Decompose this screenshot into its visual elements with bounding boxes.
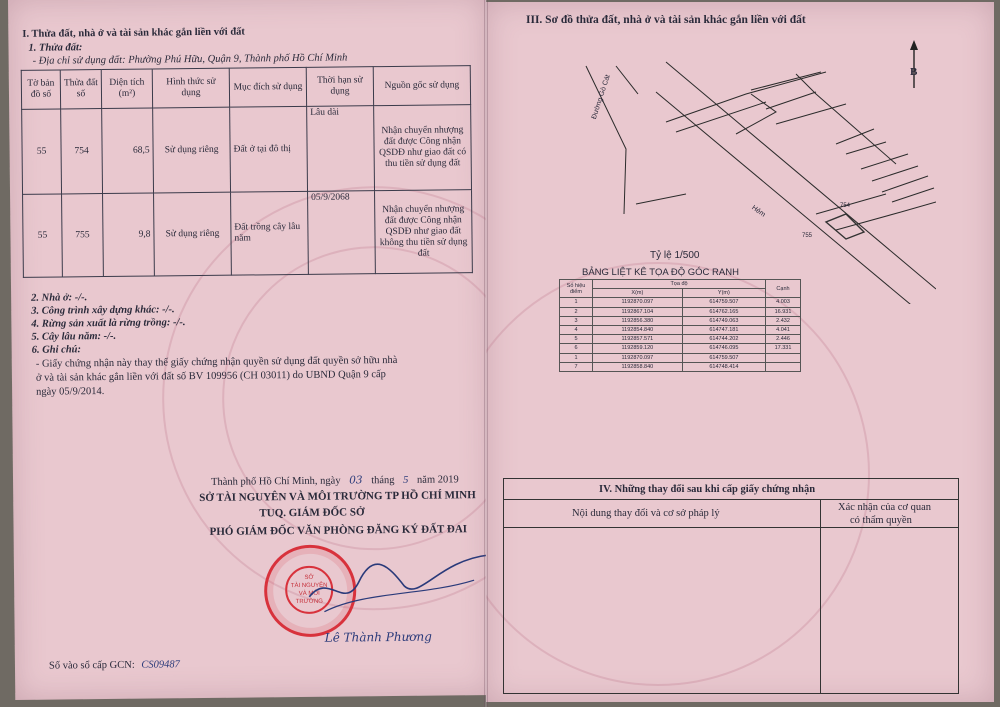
section-3-title: III. Sơ đồ thửa đất, nhà ở và tài sản khác gắn liền với đất — [526, 14, 806, 26]
signer-name: Lê Thành Phương — [324, 629, 432, 645]
note-line: ngày 05/9/2014. — [36, 386, 105, 398]
coord-cell: 1192870.097 — [593, 298, 683, 307]
date-day: 03 — [349, 474, 363, 487]
table-row — [560, 335, 801, 344]
coord-cell: 614759.507 — [682, 298, 765, 307]
item-other-construction: 3. Công trình xây dựng khác: -/-. — [31, 304, 175, 317]
changes-confirm-header: Xác nhận của cơ quan — [838, 502, 932, 513]
table-cell: 9,8 — [103, 193, 155, 277]
table-cell: Nhận chuyển nhượng đất được Công nhận QSDĐ như giao đất có thu tiền sử dụng đất — [374, 105, 472, 191]
table-row — [22, 105, 472, 195]
header-cell: Thời hạn sử dụng — [306, 67, 373, 107]
coord-cell: 614759.507 — [682, 353, 765, 362]
map-scale: Tỷ lệ 1/500 — [650, 250, 700, 261]
coord-cell: 16.931 — [766, 307, 801, 316]
coord-cell: 17.331 — [766, 344, 801, 353]
date-month: 5 — [403, 474, 409, 486]
coord-cell: 6 — [560, 344, 593, 353]
coord-cell: 5 — [560, 335, 593, 344]
table-cell: Lâu dài — [307, 106, 375, 192]
road-label-go-cat: Đường Gò Cát — [590, 73, 612, 121]
item-land-plot: 1. Thửa đất: — [28, 42, 83, 54]
coord-cell: 1192867.104 — [593, 307, 683, 316]
coord-cell: 2.432 — [766, 316, 801, 325]
section-4-title: IV. Những thay đổi sau khi cấp giấy chứng nhận — [599, 484, 816, 495]
coord-cell: 1192854.840 — [593, 325, 683, 334]
land-table — [21, 65, 473, 278]
issue-date — [211, 473, 459, 489]
coord-cell: 4 — [560, 325, 593, 334]
table-cell: 755 — [62, 194, 104, 277]
north-label: B — [910, 66, 918, 78]
authority-position: PHÓ GIÁM ĐỐC VĂN PHÒNG ĐĂNG KÝ ĐẤT ĐAI — [209, 523, 468, 538]
left-page — [8, 0, 493, 700]
coord-header: X(m) — [593, 289, 683, 298]
coord-cell: 614744.202 — [682, 335, 765, 344]
land-address: - Địa chỉ sử dụng đất: Phường Phú Hữu, Quận 9, Thành phố Hồ Chí Minh — [32, 52, 348, 67]
item-house: 2. Nhà ở: -/-. — [31, 292, 88, 304]
coord-cell: 614749.063 — [682, 316, 765, 325]
registry-value: CS09487 — [141, 659, 180, 671]
coord-header: Cạnh — [766, 280, 801, 298]
table-cell: 55 — [22, 109, 62, 194]
changes-title-row — [504, 479, 958, 500]
date-prefix: Thành phố Hồ Chí Minh, ngày — [211, 475, 341, 488]
year-label: năm 2019 — [416, 474, 459, 486]
coord-cell — [766, 362, 801, 371]
coord-cell: 1192857.571 — [593, 335, 683, 344]
note-line: - Giấy chứng nhận này thay thế giấy chứng nhận quyền sử dụng đất quyền sở hữu nhà — [35, 354, 398, 370]
header-cell: Hình thức sử dụng — [152, 68, 229, 108]
table-row — [560, 344, 801, 353]
table-cell: Sử dụng riêng — [154, 192, 232, 276]
seal-text: VÀ MÔI TRƯỜNG — [295, 590, 323, 606]
table-row — [560, 353, 801, 362]
coord-cell: 7 — [560, 362, 593, 371]
parcel-label: 754 — [840, 203, 851, 209]
coord-header: Y(m) — [682, 289, 765, 298]
seal-text: TÀI NGUYÊN — [290, 582, 328, 590]
coord-cell: 2.446 — [766, 335, 801, 344]
coord-cell — [766, 353, 801, 362]
coord-cell: 1 — [560, 353, 593, 362]
table-cell: 05/9/2068 — [308, 191, 376, 275]
table-cell: Nhận chuyển nhượng đất được Công nhận QSDĐ như giao đất không thu tiền sử dụng đất — [375, 190, 473, 274]
right-page — [486, 2, 994, 702]
column-divider — [820, 499, 821, 693]
table-cell: 68,5 — [102, 108, 154, 194]
coord-cell: 2 — [560, 307, 593, 316]
section-1-title: I. Thửa đất, nhà ở và tài sản khác gắn liền với đất — [22, 26, 245, 40]
header-cell: Nguồn gốc sử dụng — [373, 66, 470, 106]
seal-text: SỞ — [304, 574, 314, 581]
registry-number — [49, 658, 180, 672]
table-row — [560, 316, 801, 325]
book-spine — [484, 0, 488, 707]
signature-icon — [304, 550, 494, 632]
header-cell: Thửa đất số — [60, 70, 101, 109]
coord-table-title: BẢNG LIỆT KÊ TỌA ĐỘ GÓC RANH — [582, 267, 739, 278]
table-row — [560, 298, 801, 307]
item-perennial-trees: 5. Cây lâu năm: -/-. — [31, 330, 117, 343]
header-cell: Mục đích sử dụng — [229, 67, 306, 107]
item-planted-forest: 4. Rừng sản xuất là rừng trồng: -/-. — [31, 317, 186, 330]
parcel-label: 755 — [802, 233, 813, 239]
table-row — [560, 325, 801, 334]
authority-department: SỞ TÀI NGUYÊN VÀ MÔI TRƯỜNG TP HỒ CHÍ MINH — [199, 489, 476, 505]
coord-header-row — [560, 280, 801, 289]
changes-content-header: Nội dung thay đổi và cơ sở pháp lý — [572, 508, 720, 519]
coord-cell: 1 — [560, 298, 593, 307]
changes-section — [503, 478, 959, 694]
coord-cell: 1192859.120 — [593, 344, 683, 353]
header-cell: Tờ bản đồ số — [21, 70, 60, 109]
table-cell: 55 — [23, 194, 63, 277]
item-notes: 6. Ghi chú: — [31, 344, 82, 356]
coord-cell: 1192858.840 — [593, 362, 683, 371]
table-header-row — [21, 66, 470, 110]
road-label-hem: Hẻm — [750, 204, 767, 219]
coord-header: Tọa độ — [593, 280, 766, 289]
coord-cell: 4.003 — [766, 298, 801, 307]
coord-cell: 1192870.097 — [593, 353, 683, 362]
coord-subheader-row — [560, 289, 801, 298]
coord-cell: 614748.414 — [682, 362, 765, 371]
note-line: ở và tài sản khác gắn liền với đất số BV 109956 (CH 03011) do UBND Quận 9 cấp — [35, 369, 386, 384]
coord-cell: 3 — [560, 316, 593, 325]
table-row — [23, 190, 473, 278]
changes-confirm-header: có thẩm quyền — [850, 515, 912, 526]
month-label: tháng — [371, 474, 395, 487]
table-cell: 754 — [61, 109, 103, 194]
table-cell: Đất ở tại đô thị — [230, 106, 308, 192]
changes-header-row — [504, 499, 958, 528]
coord-header: Số hiệu điểm — [560, 280, 593, 298]
coord-cell: 4.041 — [766, 325, 801, 334]
table-row — [560, 362, 801, 371]
coord-cell: 614747.181 — [682, 325, 765, 334]
coord-cell: 614746.095 — [682, 344, 765, 353]
table-cell: Đất trồng cây lâu năm — [231, 191, 309, 275]
header-cell: Diện tích (m²) — [101, 69, 152, 109]
table-cell: Sử dụng riêng — [153, 107, 231, 193]
coordinate-table — [559, 279, 801, 372]
coord-cell: 614762.165 — [682, 307, 765, 316]
table-row — [560, 307, 801, 316]
coord-cell: 1192856.380 — [593, 316, 683, 325]
authority-authorization: TUQ. GIÁM ĐỐC SỞ — [259, 506, 365, 520]
registry-label: Số vào sổ cấp GCN: — [48, 659, 135, 672]
